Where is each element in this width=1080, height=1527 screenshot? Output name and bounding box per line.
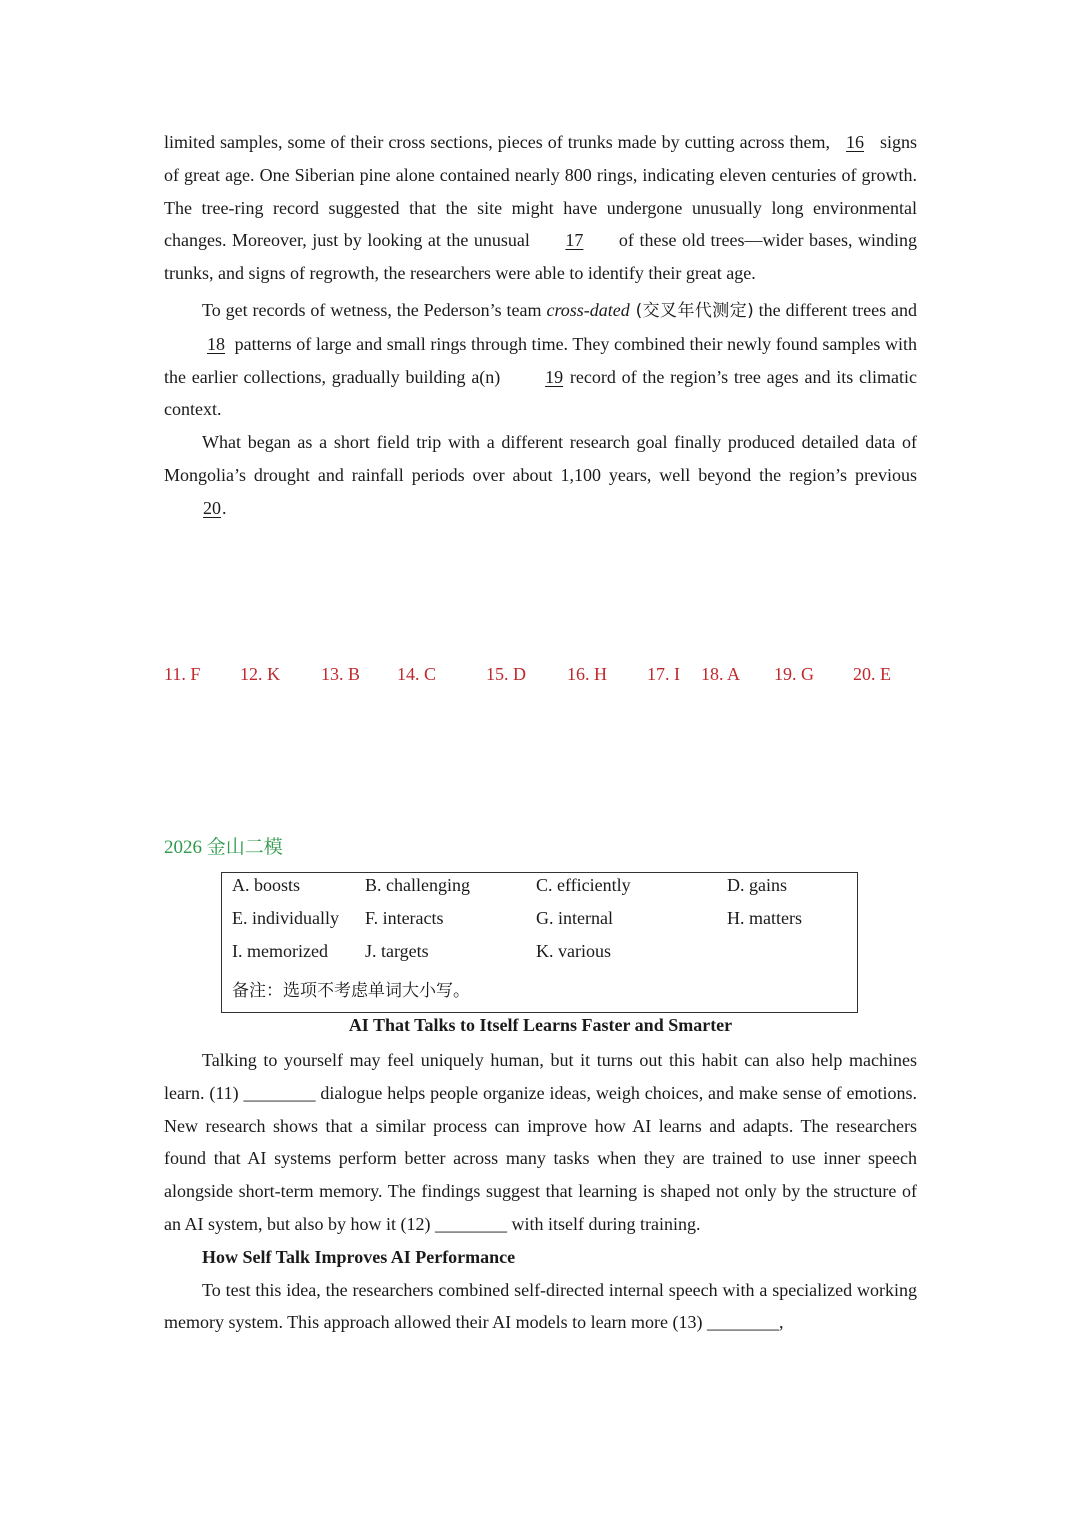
answer-12: 12. K xyxy=(240,664,280,684)
chinese-gloss: (交叉年代测定) xyxy=(629,300,754,321)
blank-20: 20 xyxy=(203,497,221,518)
answer-20: 20. E xyxy=(853,664,891,684)
text: record of the region’s tree ages and its climatic context. xyxy=(164,366,917,420)
text: . xyxy=(222,497,227,518)
option-c: C. efficiently xyxy=(536,875,631,895)
option-i: I. memorized xyxy=(232,941,328,961)
option-d: D. gains xyxy=(727,875,787,895)
blank-11: ________ xyxy=(243,1082,316,1103)
option-a: A. boosts xyxy=(232,875,301,895)
italic-term: cross-dated xyxy=(546,299,630,320)
answer-16: 16. H xyxy=(567,664,607,684)
answer-11: 11. F xyxy=(164,664,201,684)
subheading: How Self Talk Improves AI Performance xyxy=(202,1246,516,1267)
blank-18: 18 xyxy=(207,333,225,354)
text: To get records of wetness, the Pederson’s team xyxy=(202,299,547,320)
options-note: 备注：选项不考虑单词大小写。 xyxy=(232,981,470,1001)
answer-19: 19. G xyxy=(774,664,814,684)
paragraph-1 xyxy=(164,126,917,290)
blank-19: 19 xyxy=(545,366,564,387)
paragraph-3 xyxy=(164,426,917,524)
passage-1 xyxy=(164,126,917,525)
blank-16: 16 xyxy=(846,132,865,152)
text: , xyxy=(779,1312,784,1333)
text: dialogue helps people organize ideas, weigh choices, and make sense of emotions. New research shows that a similar process can improve how AI learns and adapts. The researchers found that AI systems perform better across many tasks when they are trained to use inner speech alongside short-term memory. The findings suggest that learning is shaped not only by the structure of an AI system, but also by how it (12) xyxy=(164,1082,917,1234)
answer-15: 15. D xyxy=(486,664,526,684)
text: with itself during training. xyxy=(506,1213,701,1234)
blank-17: 17 xyxy=(565,230,584,251)
answer-14: 14. C xyxy=(397,664,437,684)
passage-title: AI That Talks to Itself Learns Faster and Smarter xyxy=(348,1015,733,1035)
answer-17: 17. I xyxy=(647,664,680,684)
text: limited samples, some of their cross sections, pieces of trunks made by cutting across them, xyxy=(164,132,836,152)
answer-18: 18. A xyxy=(701,664,741,684)
option-k: K. various xyxy=(536,941,611,961)
paragraph-2 xyxy=(164,294,917,426)
option-b: B. challenging xyxy=(365,875,470,895)
text: patterns of large and small rings through time. They combined their newly found samples with the earlier collections, gradually building a(n) xyxy=(164,333,917,387)
option-j: J. targets xyxy=(365,941,429,961)
options-box xyxy=(221,872,858,1013)
option-h: H. matters xyxy=(727,908,802,928)
source-label: 2026 金山二模 xyxy=(164,837,283,858)
option-f: F. interacts xyxy=(365,908,444,928)
text: signs of great age. One Siberian pine alone contained nearly 800 rings, indicating eleven centuries of growth. The tree-ring record suggested that the site might have undergone unusually long environmental changes. Moreover, just by looking at the unusual xyxy=(164,132,918,251)
option-g: G. internal xyxy=(536,908,613,928)
text: What began as a short field trip with a different research goal finally produced detailed data of Mongolia’s drought and rainfall periods over about 1,100 years, well beyond the region’s previous xyxy=(164,432,917,485)
paragraph-1 xyxy=(164,1044,917,1241)
passage-2 xyxy=(164,1044,917,1339)
text: of these old trees—wider bases, winding trunks, and signs of regrowth, the researchers were able to identify their great age. xyxy=(164,230,917,284)
answer-13: 13. B xyxy=(321,664,361,684)
blank-13: ________ xyxy=(707,1312,780,1333)
blank-12: ________ xyxy=(434,1213,507,1234)
text: To test this idea, the researchers combined self-directed internal speech with a specialized working memory system. This approach allowed their AI models to learn more (13) xyxy=(164,1279,917,1333)
text: Talking to yourself may feel uniquely human, but it turns out this habit can also help machines learn. (11) xyxy=(164,1050,917,1103)
option-e: E. individually xyxy=(232,908,339,928)
text: the different trees and xyxy=(753,299,917,320)
paragraph-2 xyxy=(164,1274,917,1340)
